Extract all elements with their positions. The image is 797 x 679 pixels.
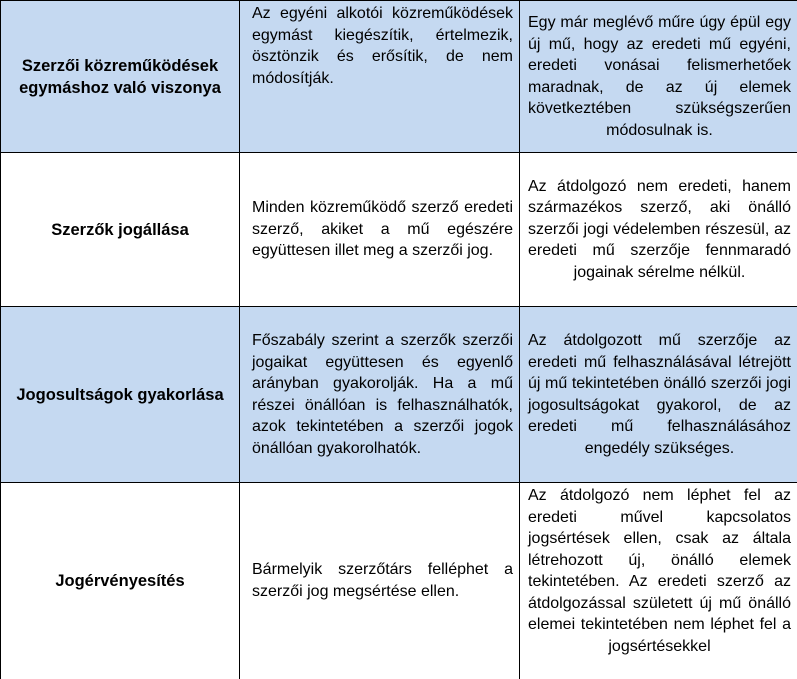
row-heading: Szerzők jogállása xyxy=(1,153,240,307)
joint-work-cell: Bármelyik szerzőtárs felléphet a szerzői jog megsértése ellen. xyxy=(240,483,520,679)
row-heading: Jogosultságok gyakorlása xyxy=(1,307,240,483)
joint-work-cell: Főszabály szerint a szerzők szerzői jogaikat együttesen és egyenlő arányban gyakorolják. Ha a mű részei önállóan is felhasználhatók, azok tekintetében a szerzői jogok önállóan gyakorolhatók. xyxy=(240,307,520,483)
table-row xyxy=(1,1,797,153)
adaptation-cell: Az átdolgozó nem eredeti, hanem származékos szerző, aki önálló szerzői jogi védelemben részesül, az eredeti mű szerzője fennmaradó jogainak sérelme nélkül. xyxy=(520,153,797,307)
row-heading: Jogérvényesítés xyxy=(1,483,240,679)
table-row xyxy=(1,153,797,307)
joint-work-cell: Minden közreműködő szerző eredeti szerző, akiket a mű egészére együttesen illet meg a szerzői jog. xyxy=(240,153,520,307)
adaptation-cell: Az átdolgozó nem léphet fel az eredeti művel kapcsolatos jogsértések ellen, csak az általa létrehozott új, önálló elemek tekintetében. Az eredeti szerző az átdolgozással született új mű önálló elemei tekintetében nem léphet fel a jogsértésekkel xyxy=(520,483,797,679)
table-row xyxy=(1,307,797,483)
row-heading: Szerzői közreműködések egymáshoz való viszonya xyxy=(1,1,240,153)
table-row xyxy=(1,483,797,679)
adaptation-cell: Az átdolgozott mű szerzője az eredeti mű felhasználásával létrejött új mű tekintetében önálló szerzői jogi jogosultságokat gyakorol, de az eredeti mű felhasználásához engedély szükséges. xyxy=(520,307,797,483)
joint-work-cell: Az egyéni alkotói közreműködések egymást kiegészítik, értelmezik, ösztönzik és erősítik, de nem módosítják. xyxy=(240,1,520,153)
adaptation-cell: Egy már meglévő műre úgy épül egy új mű, hogy az eredeti mű egyéni, eredeti vonásai felismerhetőek maradnak, de az új elemek következtében szükségszerűen módosulnak is. xyxy=(520,1,797,153)
